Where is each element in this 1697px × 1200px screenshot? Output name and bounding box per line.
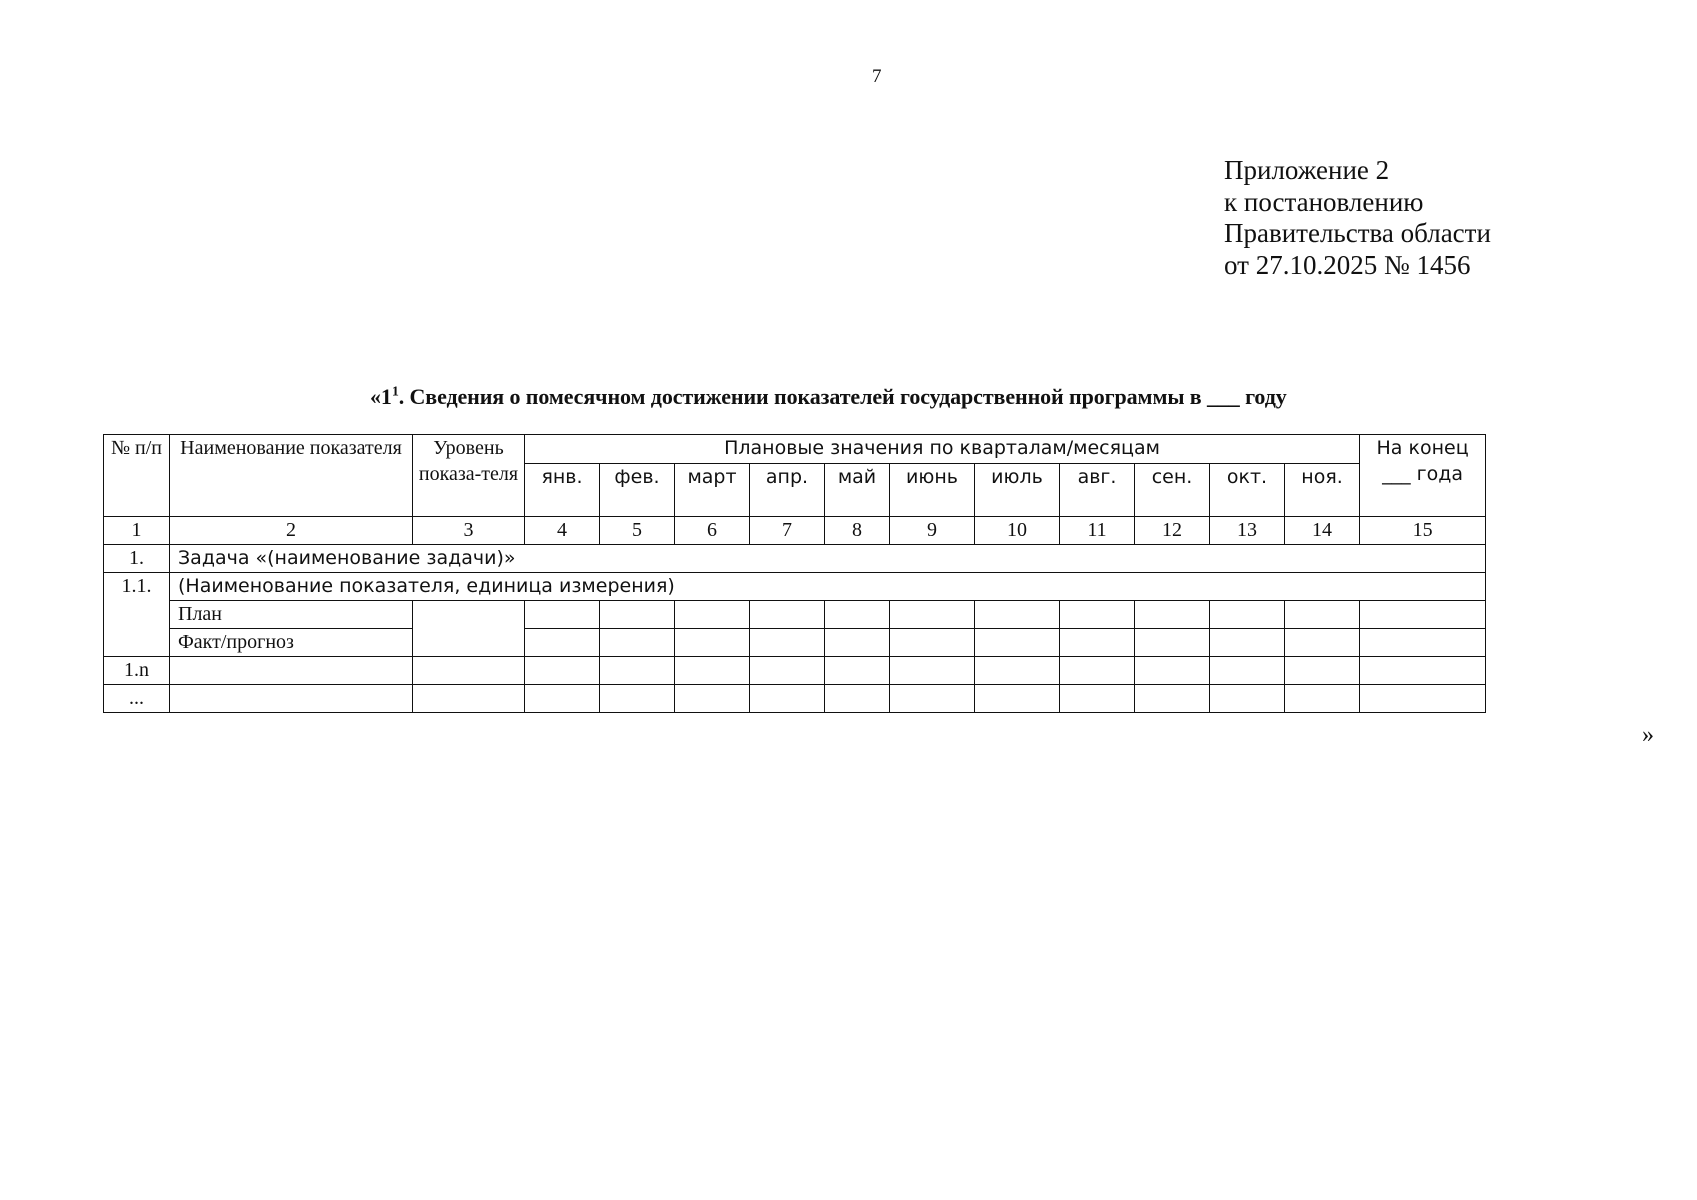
column-number: 5 [600,517,675,545]
empty-cell [600,657,675,685]
empty-cell [975,685,1060,713]
appendix-line-1: Приложение 2 [1224,155,1390,185]
empty-cell [750,629,825,657]
empty-cell [1135,657,1210,685]
column-number: 10 [975,517,1060,545]
empty-cell [170,685,413,713]
month-header: фев. [600,464,675,517]
header-planned: Плановые значения по кварталам/месяцам [525,435,1360,464]
empty-cell [975,657,1060,685]
column-number: 14 [1285,517,1360,545]
empty-cell [1060,657,1135,685]
indicator-text: (Наименование показателя, единица измерения) [170,573,1486,601]
empty-cell [890,601,975,629]
empty-cell [750,601,825,629]
column-number: 12 [1135,517,1210,545]
empty-cell [675,685,750,713]
column-number: 3 [413,517,525,545]
empty-cell [1135,685,1210,713]
empty-cell [525,685,600,713]
empty-cell [1060,601,1135,629]
empty-cell [675,657,750,685]
empty-cell [1285,629,1360,657]
empty-cell [1210,657,1285,685]
month-header: ноя. [1285,464,1360,517]
appendix-line-4: от 27.10.2025 № 1456 [1224,249,1471,280]
level-cell [413,601,525,657]
appendix-block [1224,155,1491,281]
empty-cell [600,685,675,713]
empty-cell [675,601,750,629]
empty-cell [170,657,413,685]
column-number: 9 [890,517,975,545]
empty-cell [525,629,600,657]
empty-cell [1285,601,1360,629]
column-number: 15 [1360,517,1486,545]
empty-cell [525,657,600,685]
column-number: 13 [1210,517,1285,545]
indicators-table [103,434,1486,713]
plan-label: План [170,601,413,629]
table-row-dots [104,685,1486,713]
column-number: 8 [825,517,890,545]
closing-quote: » [1642,722,1654,748]
empty-cell [750,685,825,713]
page-number: 7 [872,66,882,87]
month-header: сен. [1135,464,1210,517]
empty-cell [1210,685,1285,713]
empty-cell [1135,601,1210,629]
indicator-number: 1.1. [104,573,170,657]
empty-cell [825,629,890,657]
table-row-task [104,545,1486,573]
table-row-indicator [104,573,1486,601]
month-header: июль [975,464,1060,517]
empty-cell [1360,685,1486,713]
header-level: Уровень показа-теля [413,435,525,517]
empty-cell [825,601,890,629]
task-number: 1. [104,545,170,573]
task-text: Задача «(наименование задачи)» [170,545,1486,573]
column-number: 11 [1060,517,1135,545]
empty-cell [825,657,890,685]
header-num: № п/п [104,435,170,517]
column-number: 2 [170,517,413,545]
month-header: апр. [750,464,825,517]
column-number: 1 [104,517,170,545]
column-number: 4 [525,517,600,545]
column-number: 6 [675,517,750,545]
empty-cell [413,685,525,713]
table-row-fact [104,629,1486,657]
empty-cell [890,685,975,713]
empty-cell [1360,629,1486,657]
empty-cell [1060,629,1135,657]
empty-cell [1285,685,1360,713]
row-dots-number: ... [104,685,170,713]
empty-cell [1060,685,1135,713]
empty-cell [975,601,1060,629]
empty-cell [1285,657,1360,685]
empty-cell [413,657,525,685]
title-prefix: «1 [370,384,392,409]
empty-cell [1360,601,1486,629]
empty-cell [890,657,975,685]
empty-cell [750,657,825,685]
title-text: . Сведения о помесячном достижении показателей государственной программы в ___ году [398,384,1287,409]
empty-cell [890,629,975,657]
fact-label: Факт/прогноз [170,629,413,657]
month-header: июнь [890,464,975,517]
empty-cell [600,601,675,629]
empty-cell [525,601,600,629]
empty-cell [1135,629,1210,657]
empty-cell [975,629,1060,657]
month-header: март [675,464,750,517]
month-header: янв. [525,464,600,517]
row-n-number: 1.n [104,657,170,685]
empty-cell [1210,601,1285,629]
section-title [370,384,1410,410]
empty-cell [600,629,675,657]
appendix-line-3: Правительства области [1224,218,1491,248]
month-header: май [825,464,890,517]
header-end-of-year: На конец ___ года [1360,435,1486,517]
appendix-line-2: к постановлению [1224,186,1424,217]
empty-cell [1210,629,1285,657]
empty-cell [1360,657,1486,685]
empty-cell [825,685,890,713]
title-superscript: 1 [391,384,399,400]
header-name: Наименование показателя [170,435,413,517]
table-row-n [104,657,1486,685]
table-row-plan [104,601,1486,629]
month-header: авг. [1060,464,1135,517]
column-number: 7 [750,517,825,545]
empty-cell [675,629,750,657]
month-header: окт. [1210,464,1285,517]
